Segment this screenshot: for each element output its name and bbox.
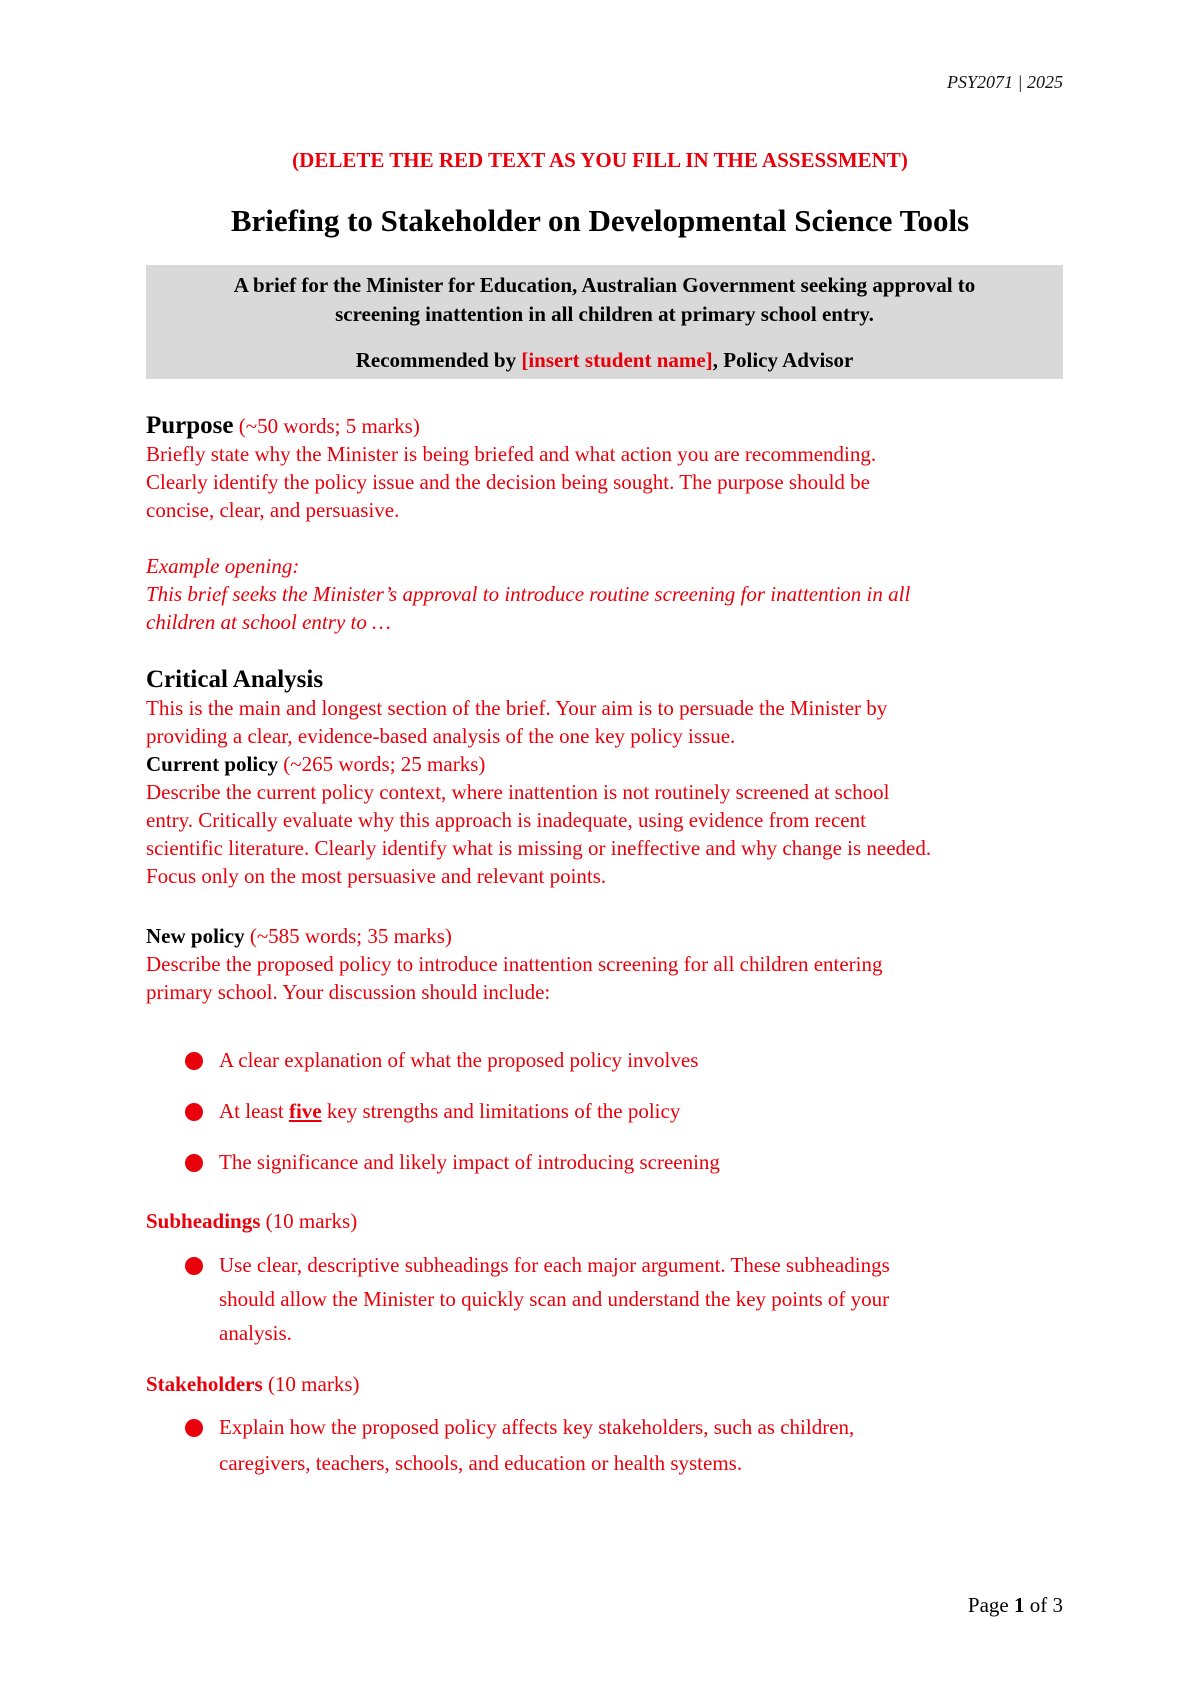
current-policy-heading: Current policy (146, 752, 279, 776)
subheadings-hint: (10 marks) (260, 1209, 358, 1233)
list-item (146, 1248, 1076, 1350)
student-name-placeholder[interactable]: [insert student name] (521, 348, 713, 372)
critical-analysis-text-1: This is the main and longest section of the brief. Your aim is to persuade the Minister by (146, 696, 888, 720)
subheadings-heading: Subheadings (146, 1209, 261, 1233)
subheadings-bullets (146, 1248, 1076, 1350)
critical-analysis-section (146, 666, 1076, 890)
recommended-suffix: , Policy Advisor (712, 348, 854, 372)
bullet-line-2: caregivers, teachers, schools, and education or health systems. (219, 1451, 743, 1475)
stakeholders-heading-line (146, 1370, 1076, 1398)
bullet-line-3: analysis. (219, 1321, 292, 1345)
header-course-code: PSY2071 | 2025 (947, 72, 1063, 92)
list-item (146, 1148, 1076, 1176)
brief-summary-box (146, 265, 1063, 379)
example-text-2: children at school entry to … (146, 610, 391, 634)
bullet-icon (185, 1052, 203, 1070)
stakeholders-bullets (146, 1409, 1076, 1481)
purpose-text-3: concise, clear, and persuasive. (146, 498, 400, 522)
bullet-icon (185, 1257, 203, 1275)
bullet-line-2: should allow the Minister to quickly scan and understand the key points of your (219, 1287, 890, 1311)
of-word: of (1024, 1593, 1053, 1617)
bullet-text-post: key strengths and limitations of the policy (321, 1099, 681, 1123)
new-policy-heading-line (146, 922, 1076, 950)
new-policy-bullets (146, 1046, 1076, 1176)
purpose-text-1: Briefly state why the Minister is being briefed and what action you are recommending. (146, 442, 877, 466)
page-total: 3 (1052, 1593, 1063, 1617)
purpose-section (146, 412, 1076, 524)
list-item (146, 1046, 1076, 1074)
current-policy-heading-line (146, 750, 1076, 778)
subheadings-heading-line (146, 1207, 1076, 1235)
bullet-icon (185, 1103, 203, 1121)
list-item (146, 1409, 1076, 1481)
critical-analysis-text-2: providing a clear, evidence-based analysis of the one key policy issue. (146, 724, 736, 748)
stakeholders-heading: Stakeholders (146, 1372, 263, 1396)
bullet-line-1: Use clear, descriptive subheadings for each major argument. These subheadings (219, 1253, 890, 1277)
brief-line-2: screening inattention in all children at primary school entry. (335, 302, 874, 326)
new-policy-heading: New policy (146, 924, 245, 948)
page-number: 1 (1014, 1593, 1025, 1617)
bullet-line-1: Explain how the proposed policy affects key stakeholders, such as children, (219, 1415, 855, 1439)
stakeholders-section (146, 1370, 1076, 1398)
bullet-icon (185, 1154, 203, 1172)
current-policy-text-3: scientific literature. Clearly identify what is missing or ineffective and why change is needed. (146, 836, 932, 860)
current-policy-text-1: Describe the current policy context, where inattention is not routinely screened at school (146, 780, 890, 804)
new-policy-hint: (~585 words; 35 marks) (244, 924, 452, 948)
current-policy-text-4: Focus only on the most persuasive and relevant points. (146, 864, 607, 888)
example-opening (146, 552, 1076, 636)
list-item (146, 1097, 1076, 1125)
bullet-text-pre: At least (219, 1099, 289, 1123)
bullet-text: The significance and likely impact of introducing screening (219, 1150, 720, 1174)
delete-instruction: (DELETE THE RED TEXT AS YOU FILL IN THE ASSESSMENT) (292, 148, 908, 172)
bullet-text: A clear explanation of what the proposed policy involves (219, 1048, 699, 1072)
critical-analysis-heading: Critical Analysis (146, 666, 324, 693)
current-policy-hint: (~265 words; 25 marks) (278, 752, 486, 776)
purpose-text-2: Clearly identify the policy issue and the decision being sought. The purpose should be (146, 470, 870, 494)
recommended-by-line (146, 348, 1063, 373)
current-policy-text-2: entry. Critically evaluate why this approach is inadequate, using evidence from recent (146, 808, 866, 832)
page-word: Page (967, 1593, 1014, 1617)
purpose-hint: (~50 words; 5 marks) (233, 414, 420, 438)
document-title: Briefing to Stakeholder on Developmental Science Tools (230, 203, 970, 238)
purpose-heading-line (146, 412, 1076, 440)
subheadings-section (146, 1207, 1076, 1235)
example-label: Example opening: (146, 554, 300, 578)
brief-line-1: A brief for the Minister for Education, Australian Government seeking approval to (233, 273, 976, 297)
new-policy-section (146, 922, 1076, 1006)
page-footer (968, 1593, 1063, 1618)
new-policy-text-2: primary school. Your discussion should include: (146, 980, 551, 1004)
example-text-1: This brief seeks the Minister’s approval to introduce routine screening for inattention in all (146, 582, 911, 606)
emphasis-five: five (288, 1099, 322, 1123)
purpose-heading: Purpose (146, 412, 234, 439)
stakeholders-hint: (10 marks) (262, 1372, 360, 1396)
bullet-icon (185, 1419, 203, 1437)
recommended-prefix: Recommended by (355, 348, 522, 372)
new-policy-text-1: Describe the proposed policy to introduce inattention screening for all children entering (146, 952, 883, 976)
